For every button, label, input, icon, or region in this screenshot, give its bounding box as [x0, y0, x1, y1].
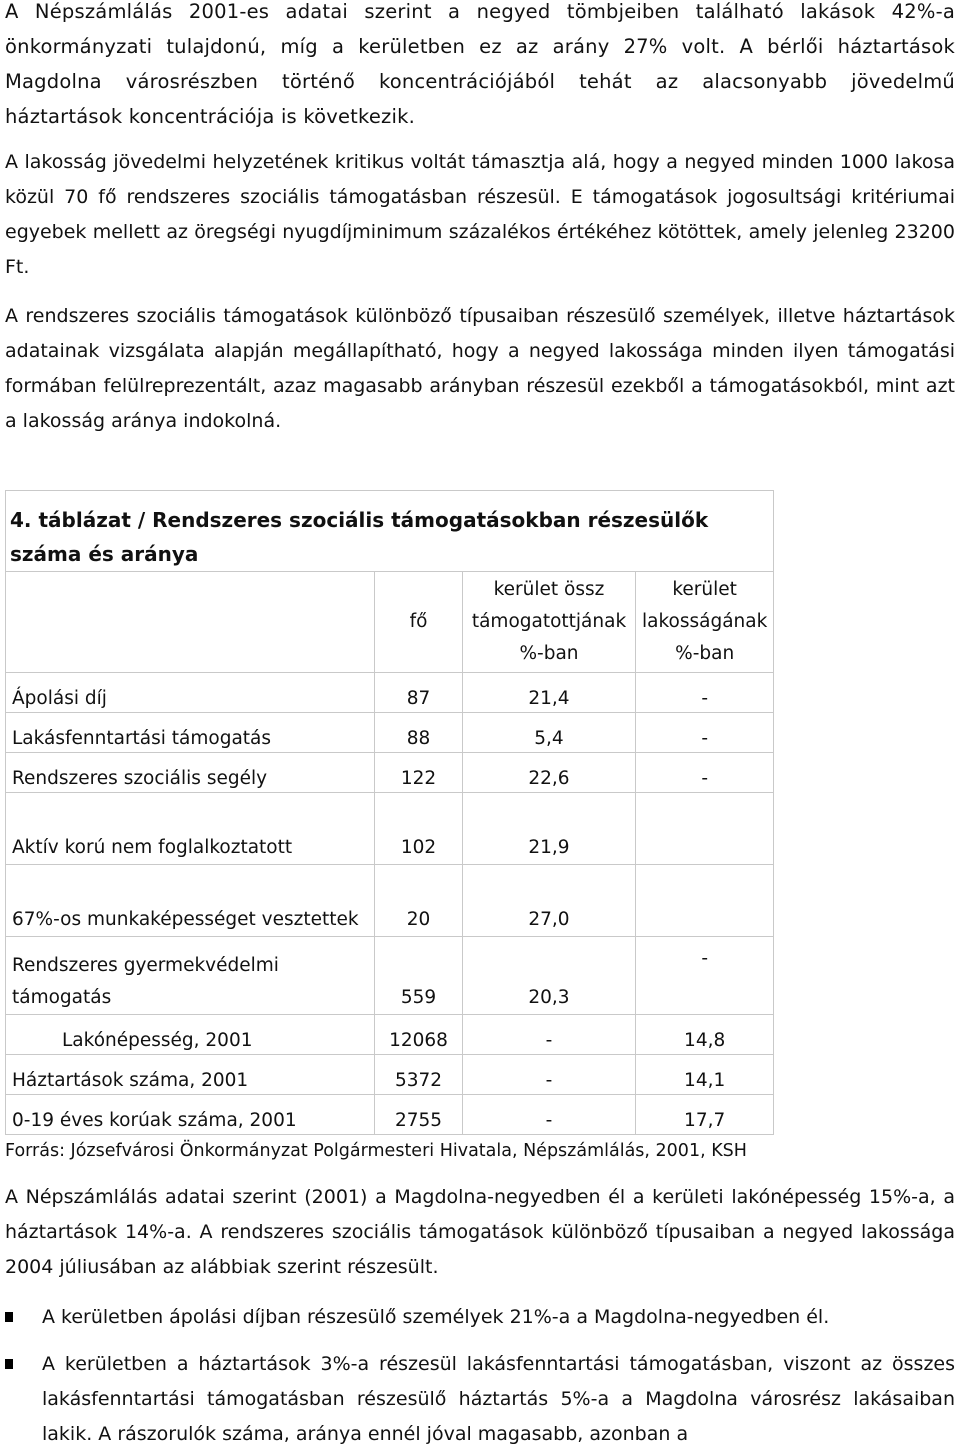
row-fo: 12068 — [375, 1015, 463, 1055]
table-header-row — [6, 572, 774, 673]
row-pct-support: 20,3 — [463, 937, 636, 1015]
table-row — [6, 793, 774, 865]
table-row — [6, 1055, 774, 1095]
row-fo: 5372 — [375, 1055, 463, 1095]
table-row — [6, 1015, 774, 1055]
row-fo: 122 — [375, 753, 463, 793]
bullet-item — [5, 1347, 955, 1452]
table-row — [6, 865, 774, 937]
row-label: Ápolási díj — [6, 673, 375, 713]
row-pct-support: 21,9 — [463, 793, 636, 865]
row-pct-support: - — [463, 1095, 636, 1135]
support-table — [5, 490, 774, 1135]
row-label: Rendszeres szociális segély — [6, 753, 375, 793]
row-label: Háztartások száma, 2001 — [6, 1055, 375, 1095]
row-pct-support: 5,4 — [463, 713, 636, 753]
row-pct-support: 27,0 — [463, 865, 636, 937]
row-fo: 102 — [375, 793, 463, 865]
census-paragraph: A Népszámlálás adatai szerint (2001) a Magdolna-negyedben él a kerületi lakónépesség 15%-a, a háztartások 14%-a. A rendszeres szociális támogatások különböző típusaiban a negyed lakossága 2004 júliusában az alábbiak szerint részesült. — [5, 1186, 955, 1278]
row-pct-population — [636, 865, 774, 937]
row-pct-population: - — [636, 713, 774, 753]
row-fo: 20 — [375, 865, 463, 937]
header-pct-population: kerület lakosságának %-ban — [636, 572, 774, 673]
table-source-note: Forrás: Józsefvárosi Önkormányzat Polgármesteri Hivatala, Népszámlálás, 2001, KSH — [5, 1141, 747, 1161]
bullet-text: A kerületben ápolási díjban részesülő személyek 21%-a a Magdolna-negyedben él. — [42, 1306, 830, 1328]
row-pct-support: - — [463, 1015, 636, 1055]
row-pct-population: 17,7 — [636, 1095, 774, 1135]
table-row — [6, 673, 774, 713]
row-fo: 87 — [375, 673, 463, 713]
row-pct-population: - — [636, 753, 774, 793]
support-table-container — [5, 490, 774, 1135]
row-pct-population: 14,1 — [636, 1055, 774, 1095]
row-pct-support: 21,4 — [463, 673, 636, 713]
bullet-item — [5, 1300, 955, 1335]
bullet-text: A kerületben a háztartások 3%-a részesül lakásfenntartási támogatásban, viszont az összes lakásfenntartási támogatásban részesülő háztartás 5%-a a Magdolna városrész lakásaiban lakik. A rászorulók száma, aránya ennél jóval magasabb, azonban a — [42, 1353, 955, 1445]
row-fo: 2755 — [375, 1095, 463, 1135]
square-bullet-icon — [5, 1312, 13, 1322]
row-label: Lakónépesség, 2001 — [6, 1015, 375, 1055]
row-fo: 88 — [375, 713, 463, 753]
row-label: 0-19 éves korúak száma, 2001 — [6, 1095, 375, 1135]
row-pct-population: 14,8 — [636, 1015, 774, 1055]
table-row — [6, 713, 774, 753]
row-pct-support: 22,6 — [463, 753, 636, 793]
row-pct-population: - — [636, 673, 774, 713]
intro-paragraph: A Népszámlálás 2001-es adatai szerint a negyed tömbjeiben található lakások 42%-a önkormányzati tulajdonú, míg a kerületben ez az arány 27% volt. A bérlői háztartások Magdolna városrészben történő koncentrációjából tehát az alacsonyabb jövedelmű háztartások koncentrációja is következik. — [5, 0, 955, 128]
table-row — [6, 937, 774, 1015]
row-fo: 559 — [375, 937, 463, 1015]
row-pct-population: - — [636, 937, 774, 1015]
row-label: 67%-os munkaképességet vesztettek — [6, 865, 375, 937]
header-label — [6, 572, 375, 673]
header-pct-support: kerület össz támogatottjának %-ban — [463, 572, 636, 673]
table-row — [6, 753, 774, 793]
table-row — [6, 1095, 774, 1135]
table-title: 4. táblázat / Rendszeres szociális támogatásokban részesülők száma és aránya — [6, 491, 774, 572]
square-bullet-icon — [5, 1359, 13, 1369]
row-label: Lakásfenntartási támogatás — [6, 713, 375, 753]
header-fo: fő — [375, 572, 463, 673]
row-pct-support: - — [463, 1055, 636, 1095]
support-paragraph: A rendszeres szociális támogatások különböző típusaiban részesülő személyek, illetve háztartások adatainak vizsgálata alapján megállapítható, hogy a negyed lakossága minden ilyen támogatási formában felülreprezentált, azaz magasabb arányban részesül ezekből a támogatásokból, mint azt a lakosság aránya indokolná. — [5, 305, 955, 432]
row-pct-population — [636, 793, 774, 865]
row-label: Rendszeres gyermekvédelmi támogatás — [6, 937, 375, 1015]
income-paragraph: A lakosság jövedelmi helyzetének kritikus voltát támasztja alá, hogy a negyed minden 1000 lakosa közül 70 fő rendszeres szociális támogatásban részesül. E támogatások jogosultsági kritériumai egyebek mellett az öregségi nyugdíjminimum százalékos értékéhez kötöttek, amely jelenleg 23200 Ft. — [5, 151, 955, 278]
row-label: Aktív korú nem foglalkoztatott — [6, 793, 375, 865]
